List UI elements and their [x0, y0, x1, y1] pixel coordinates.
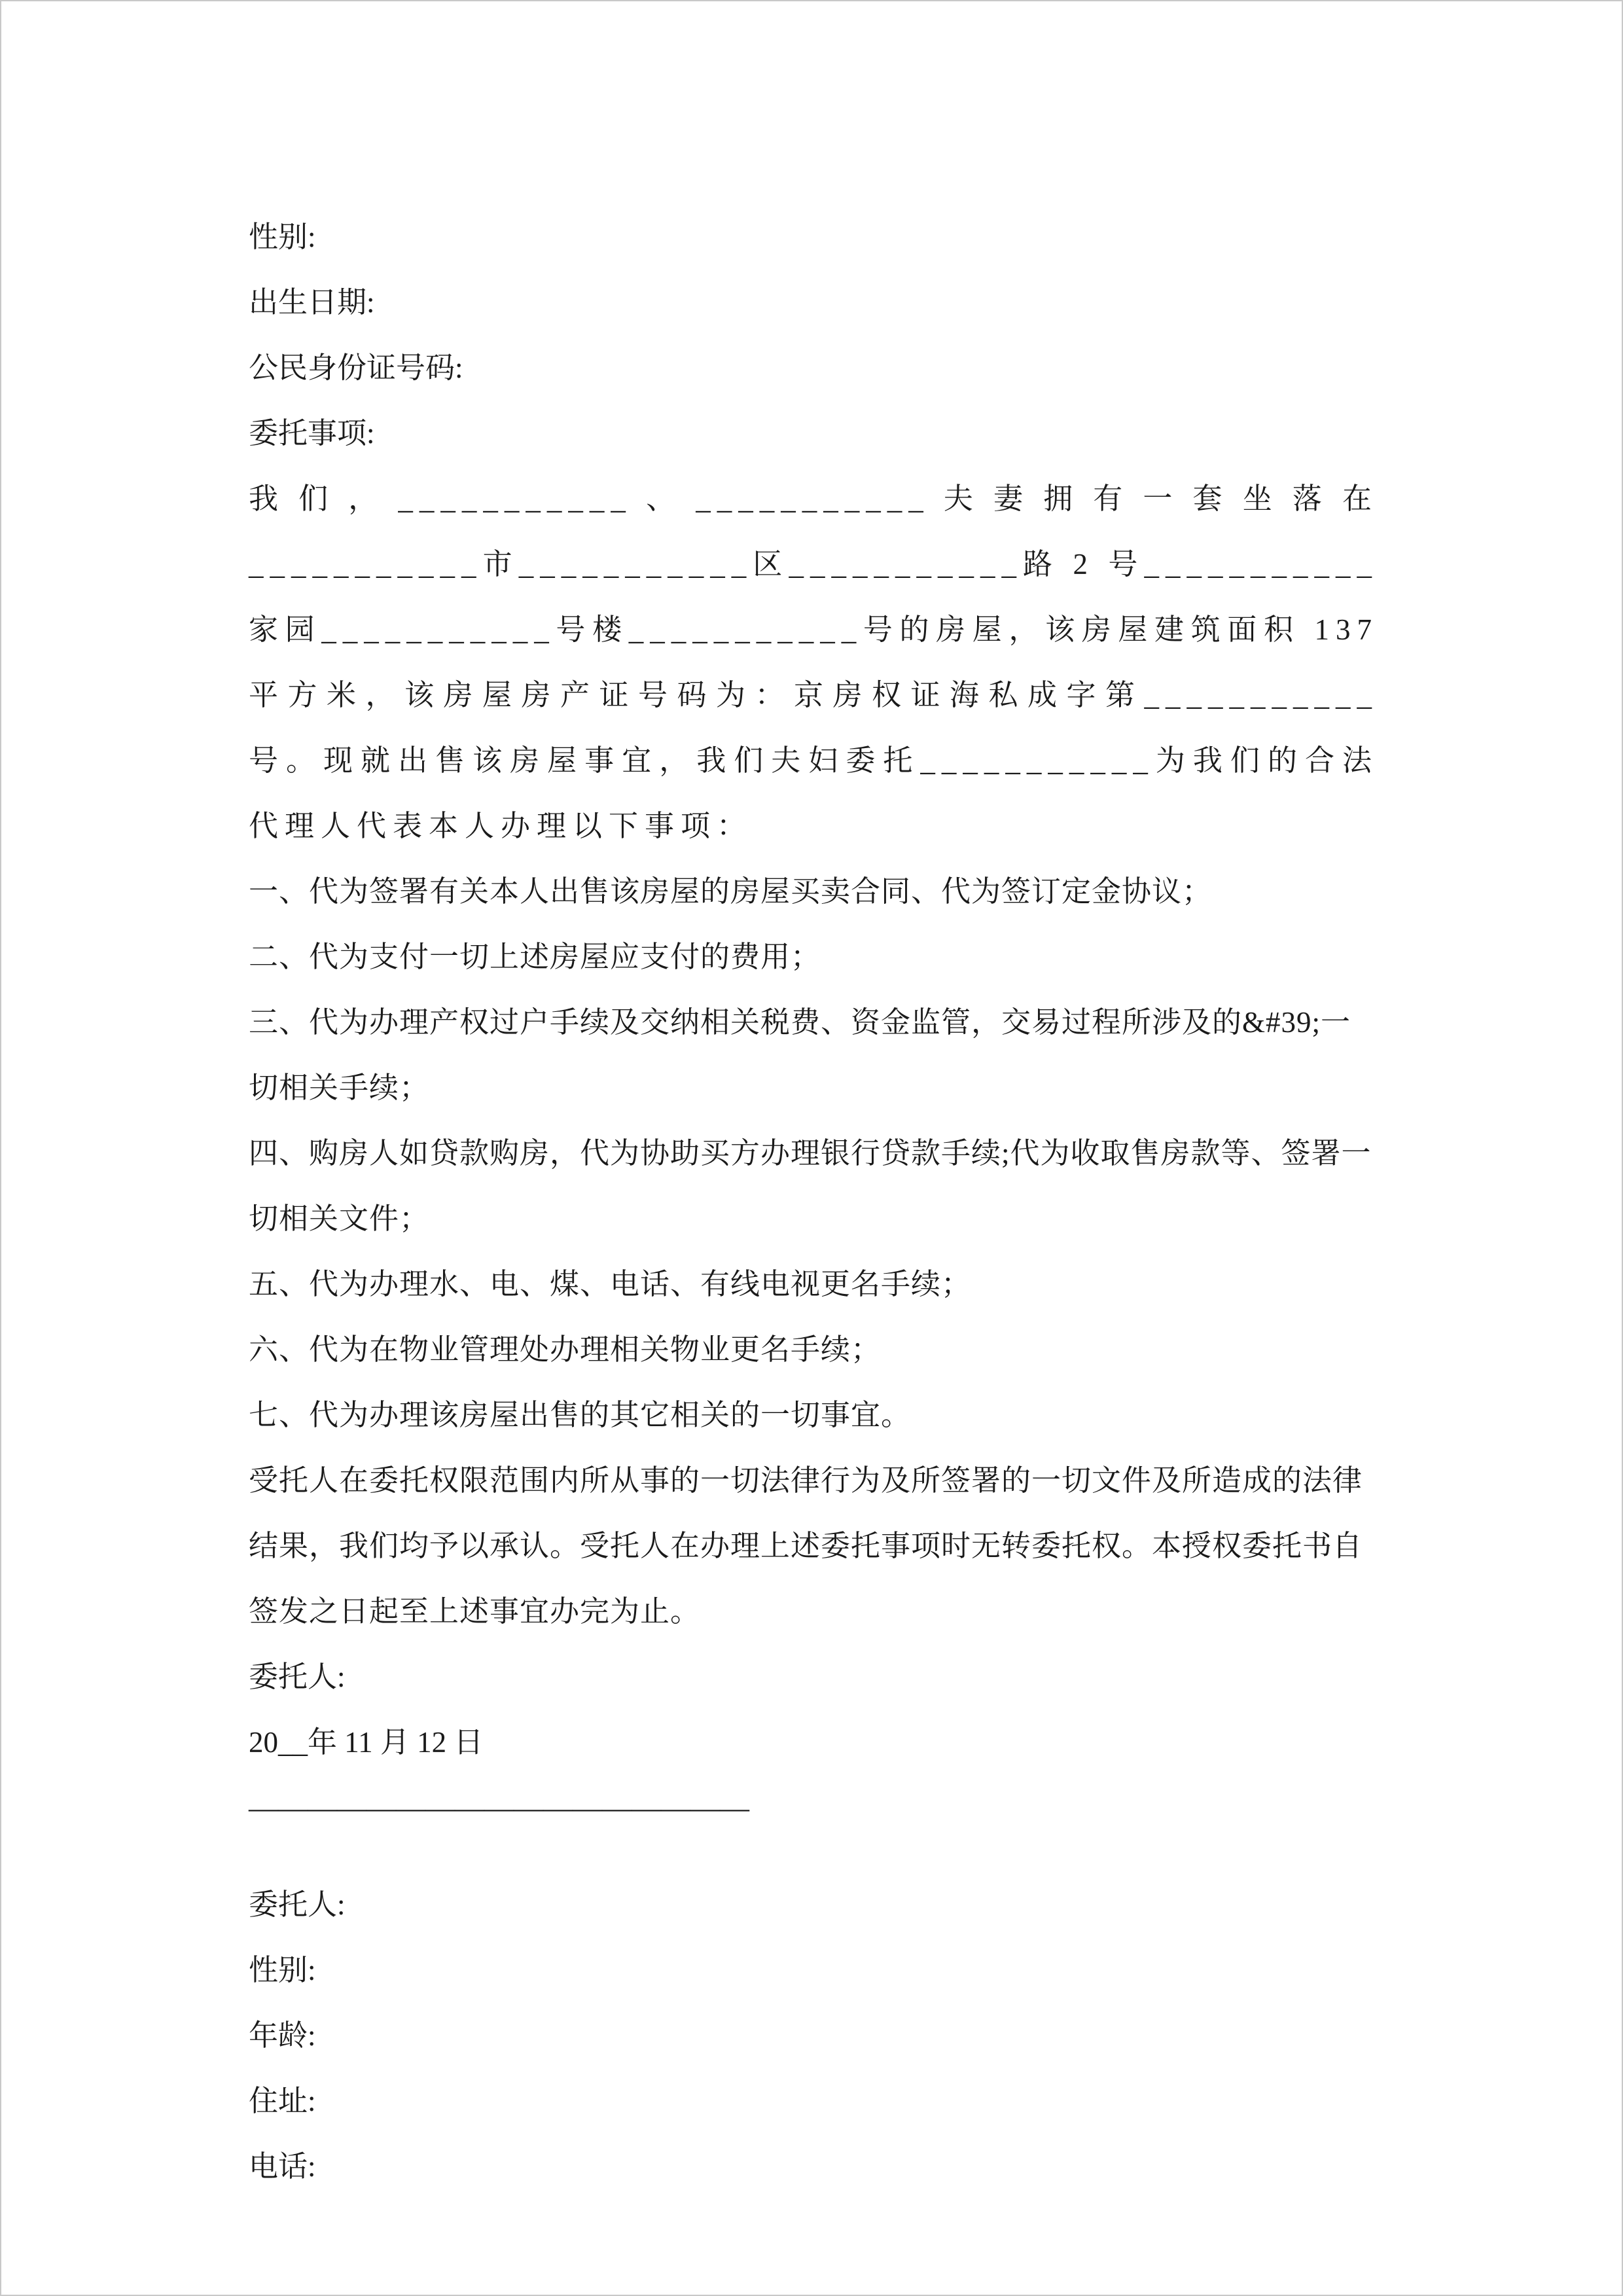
document-line: 四、购房人如贷款购房，代为协助买方办理银行贷款手续;代为收取售房款等、签署一切相关文件；	[249, 1137, 1372, 1235]
document-line: 性别:	[249, 1954, 316, 1986]
document-line: —————————————————	[249, 1791, 749, 1824]
document-line: 六、代为在物业管理处办理相关物业更名手续；	[249, 1333, 882, 1366]
document-line: 五、代为办理水、电、煤、电话、有线电视更名手续；	[249, 1268, 972, 1300]
document-line: 委托人:	[249, 1888, 346, 1921]
document-line: 三、代为办理产权过户手续及交纳相关税费、资金监管，交易过程所涉及的&#39;一切相关手续；	[249, 1006, 1351, 1104]
document-line: 公民身份证号码:	[249, 351, 463, 384]
document-line: 出生日期:	[249, 286, 375, 319]
document-body	[1, 1, 1622, 2199]
document-line: 电话:	[249, 2150, 316, 2183]
document-line: 住址:	[249, 2085, 316, 2117]
document-line: 一、代为签署有关本人出售该房屋的房屋买卖合同、代为签订定金协议；	[249, 875, 1213, 908]
document-line: 我们，___________、___________夫妻拥有一套坐落在___________市___________区___________路 2 号___________家园___________号楼___________号的房屋，该房屋建筑面积 137 平方米，该房屋房产证号码为：京房权证海私成字第___________号。现就出售该房屋事宜，我们夫妇委托___________为我们的合法代理人代表本人办理以下事项：	[249, 482, 1393, 842]
document-line: 七、代为办理该房屋出售的其它相关的一切事宜。	[249, 1399, 912, 1431]
document-line: 二、代为支付一切上述房屋应支付的费用；	[249, 941, 821, 973]
document-line: 受托人在委托权限范围内所从事的一切法律行为及所签署的一切文件及所造成的法律结果，我们均予以承认。受托人在办理上述委托事项时无转委托权。本授权委托书自签发之日起至上述事宜办完为止。	[249, 1464, 1363, 1628]
document-line: 委托人:	[249, 1660, 346, 1693]
document-line: 委托事项:	[249, 417, 375, 450]
document-line: 年龄:	[249, 2019, 316, 2052]
document-line: 性别:	[249, 221, 316, 253]
document-line: 20__年 11 月 12 日	[249, 1726, 484, 1759]
